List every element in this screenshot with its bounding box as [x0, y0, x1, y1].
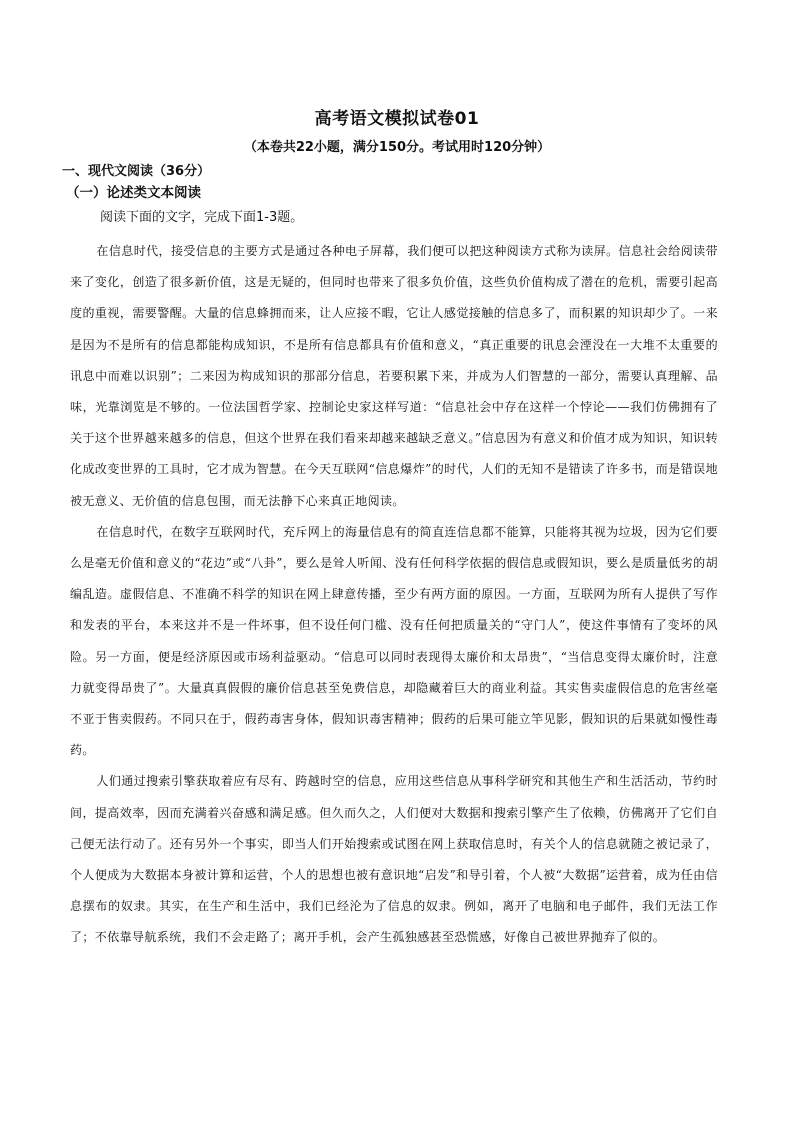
passage-text: [70, 236, 718, 954]
page-title: 高考语文模拟试卷01: [314, 109, 480, 129]
exam-info: （本卷共22小题，满分150分。考试用时120分钟）: [243, 140, 551, 155]
section-heading: 一、现代文阅读（36分）: [62, 164, 211, 179]
reading-instruction: 阅读下面的文字，完成下面1-3题。: [100, 210, 304, 225]
passage-paragraph-3: 人们通过搜索引擎获取着应有尽有、跨越时空的信息，应用这些信息从事科学研究和其他生产和生活活动，节约时间，提高效率，因而充满着兴奋感和满足感。但久而久之，人们便对大数据和搜索引擎产生了依赖，仿佛离开了它们自己便无法行动了。还有另外一个事实，即当人们开始搜索或试图在网上获取信息时，有关个人的信息就随之被记录了，个人便成为大数据本身被计算和运营，个人的思想也被有意识地“启发”和导引着，个人被“大数据”运营着，成为任由信息摆布的奴隶。其实，在生产和生活中，我们已经沦为了信息的奴隶。例如，离开了电脑和电子邮件，我们无法工作了；不依靠导航系统，我们不会走路了；离开手机，会产生孤独感甚至恐慌感，好像自己被世界抛弃了似的。: [70, 774, 718, 945]
passage-paragraph-1: 在信息时代，接受信息的主要方式是通过各种电子屏幕，我们便可以把这种阅读方式称为读屏。信息社会给阅读带来了变化，创造了很多新价值，这是无疑的，但同时也带来了很多负价值，这些负价值构成了潜在的危机，需要引起高度的重视，需要警醒。大量的信息蜂拥而来，让人应接不暇，它让人感觉接触的信息多了，而积累的知识却少了。一来是因为不是所有的信息都能构成知识，不是所有信息都具有价值和意义，“真正重要的讯息会湮没在一大堆不太重要的讯息中而难以识别”；二来因为构成知识的那部分信息，若要积累下来，并成为人们智慧的一部分，需要认真理解、品味，光靠浏览是不够的。一位法国哲学家、控制论史家这样写道：“信息社会中存在这样一个悖论——我们仿佛拥有了关于这个世界越来越多的信息，但这个世界在我们看来却越来越缺乏意义。”信息因为有意义和价值才成为知识，知识转化成改变世界的工具时，它才成为智慧。在今天互联网“信息爆炸”的时代，人们的无知不是错读了许多书，而是错误地被无意义、无价值的信息包围，而无法静下心来真正地阅读。: [70, 244, 718, 508]
subsection-heading: （一）论述类文本阅读: [66, 185, 201, 201]
passage-paragraph-2: 在信息时代，在数字互联网时代，充斥网上的海量信息有的简直连信息都不能算，只能将其视为垃圾，因为它们要么是毫无价值和意义的“花边”或“八卦”，要么是耸人听闻、没有任何科学依据的假信息或假知识，要么是质量低劣的胡编乱造。虚假信息、不准确不科学的知识在网上肆意传播，至少有两方面的原因。一方面，互联网为所有人提供了写作和发表的平台，本来这并不是一件坏事，但不设任何门槛、没有任何把质量关的“守门人”，使这件事情有了变坏的风险。另一方面，便是经济原因或市场利益驱动。“信息可以同时表现得太廉价和太昂贵”，“当信息变得太廉价时，注意力就变得昂贵了”。大量真真假假的廉价信息甚至免费信息，却隐藏着巨大的商业利益。其实售卖虚假信息的危害丝毫不亚于售卖假药。不同只在于，假药毒害身体，假知识毒害精神；假药的后果可能立竿见影，假知识的后果就如慢性毒药。: [70, 524, 718, 758]
